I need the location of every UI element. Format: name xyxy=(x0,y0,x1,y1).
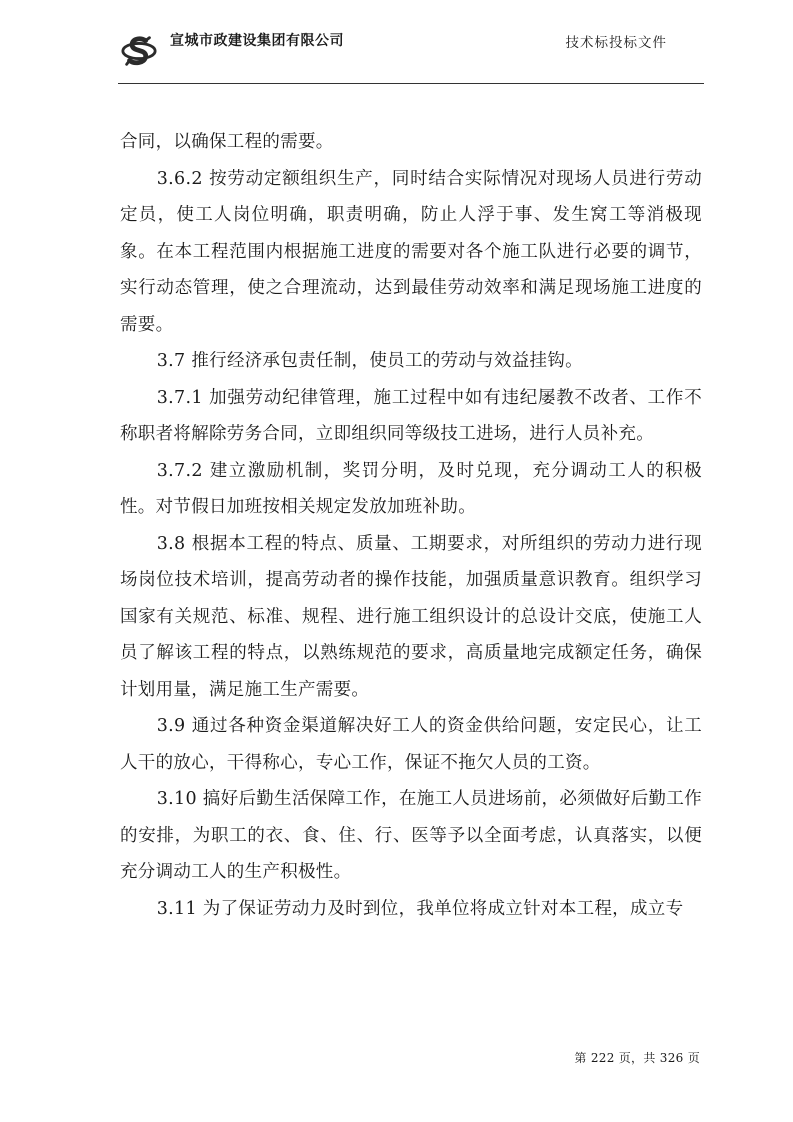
document-body xyxy=(120,124,702,927)
body-paragraph: 合同，以确保工程的需要。 xyxy=(120,132,334,152)
body-paragraph: 3.7.1 加强劳动纪律管理，施工过程中如有违纪屡教不改者、工作不称职者将解除劳务合同，立即组织同等级技工进场，进行人员补充。 xyxy=(120,387,702,444)
body-paragraph: 3.8 根据本工程的特点、质量、工期要求，对所组织的劳动力进行现场岗位技术培训，提高劳动者的操作技能，加强质量意识教育。组织学习国家有关规范、标准、规程、进行施工组织设计的总设计交底，使施工人员了解该工程的特点，以熟练规范的要求，高质量地完成额定任务，确保计划用量，满足施工生产需要。 xyxy=(120,533,702,700)
page-number: 第 222 页，共 326 页 xyxy=(574,1051,700,1065)
page-header xyxy=(0,0,793,88)
body-paragraph: 3.7 推行经济承包责任制，使员工的劳动与效益挂钩。 xyxy=(156,351,583,371)
body-paragraph: 3.6.2 按劳动定额组织生产，同时结合实际情况对现场人员进行劳动定员，使工人岗位明确，职责明确，防止人浮于事、发生窝工等消极现象。在本工程范围内根据施工进度的需要对各个施工队进行必要的调节，实行动态管理，使之合理流动，达到最佳劳动效率和满足现场施工进度的需要。 xyxy=(120,168,702,335)
company-logo-icon xyxy=(120,32,158,70)
header-divider xyxy=(118,83,704,84)
company-name: 宣城市政建设集团有限公司 xyxy=(170,33,344,49)
body-paragraph: 3.7.2 建立激励机制，奖罚分明，及时兑现，充分调动工人的积极性。对节假日加班按相关规定发放加班补助。 xyxy=(120,460,702,517)
body-paragraph: 3.10 搞好后勤生活保障工作，在施工人员进场前，必须做好后勤工作的安排，为职工的衣、食、住、行、医等予以全面考虑，认真落实，以便充分调动工人的生产积极性。 xyxy=(120,789,702,882)
body-paragraph: 3.11 为了保证劳动力及时到位，我单位将成立针对本工程，成立专 xyxy=(156,898,684,919)
document-type: 技术标投标文件 xyxy=(565,35,667,51)
body-paragraph: 3.9 通过各种资金渠道解决好工人的资金供给问题，安定民心，让工人干的放心，干得称心，专心工作，保证不拖欠人员的工资。 xyxy=(120,716,702,773)
